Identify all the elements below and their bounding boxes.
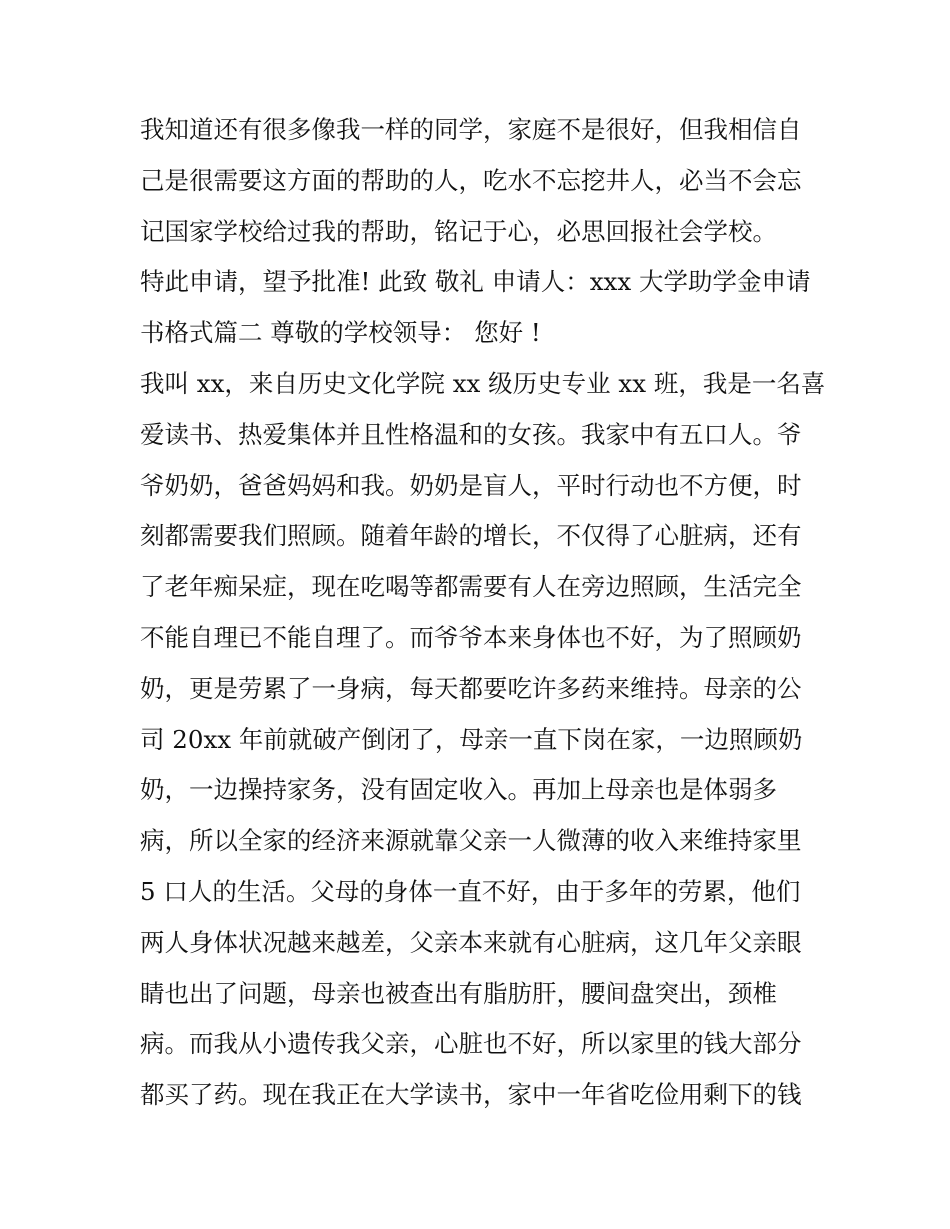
text-line: 爱读书、热爱集体并且性格温和的女孩。我家中有五口人。爷 (140, 419, 802, 449)
text-line: 司 20xx 年前就破产倒闭了，母亲一直下岗在家，一边照顾奶 (140, 724, 803, 754)
text-line: 病，所以全家的经济来源就靠父亲一人微薄的收入来维持家里 (140, 826, 802, 856)
text-line: 奶，一边操持家务，没有固定收入。再加上母亲也是体弱多 (140, 775, 777, 805)
text-line: 都买了药。现在我正在大学读书，家中一年省吃俭用剩下的钱 (140, 1080, 802, 1110)
text-line: 睛也出了问题，母亲也被查出有脂肪肝，腰间盘突出，颈椎 (140, 978, 777, 1008)
text-line: 我知道还有很多像我一样的同学，家庭不是很好，但我相信自 (140, 115, 802, 144)
text-line: 不能自理已不能自理了。而爷爷本来身体也不好，为了照顾奶 (140, 622, 802, 652)
text-line: 两人身体状况越来越差，父亲本来就有心脏病，这几年父亲眼 (140, 927, 802, 957)
text-line: 我叫 xx，来自历史文化学院 xx 级历史专业 xx 班，我是一名喜 (140, 368, 826, 398)
document-body (140, 105, 826, 1121)
text-line: 奶，更是劳累了一身病，每天都要吃许多药来维持。母亲的公 (140, 673, 802, 703)
text-line: 了老年痴呆症，现在吃喝等都需要有人在旁边照顾，生活完全 (140, 572, 802, 602)
text-line: 己是很需要这方面的帮助的人，吃水不忘挖井人，必当不会忘 (140, 165, 802, 195)
text-line: 记国家学校给过我的帮助，铭记于心，必思回报社会学校。 (140, 216, 777, 246)
text-line: 刻都需要我们照顾。随着年龄的增长，不仅得了心脏病，还有 (140, 521, 802, 551)
text-line: 5 口人的生活。父母的身体一直不好，由于多年的劳累，他们 (140, 876, 801, 906)
text-line: 病。而我从小遗传我父亲，心脏也不好，所以家里的钱大部分 (140, 1029, 802, 1059)
text-line: 爷奶奶，爸爸妈妈和我。奶奶是盲人，平时行动也不方便，时 (140, 470, 802, 500)
text-line: 书格式篇二 尊敬的学校领导： 您好 ! (140, 318, 541, 348)
text-line: 特此申请，望予批准! 此致 敬礼 申请人：xxx 大学助学金申请 (140, 267, 811, 297)
